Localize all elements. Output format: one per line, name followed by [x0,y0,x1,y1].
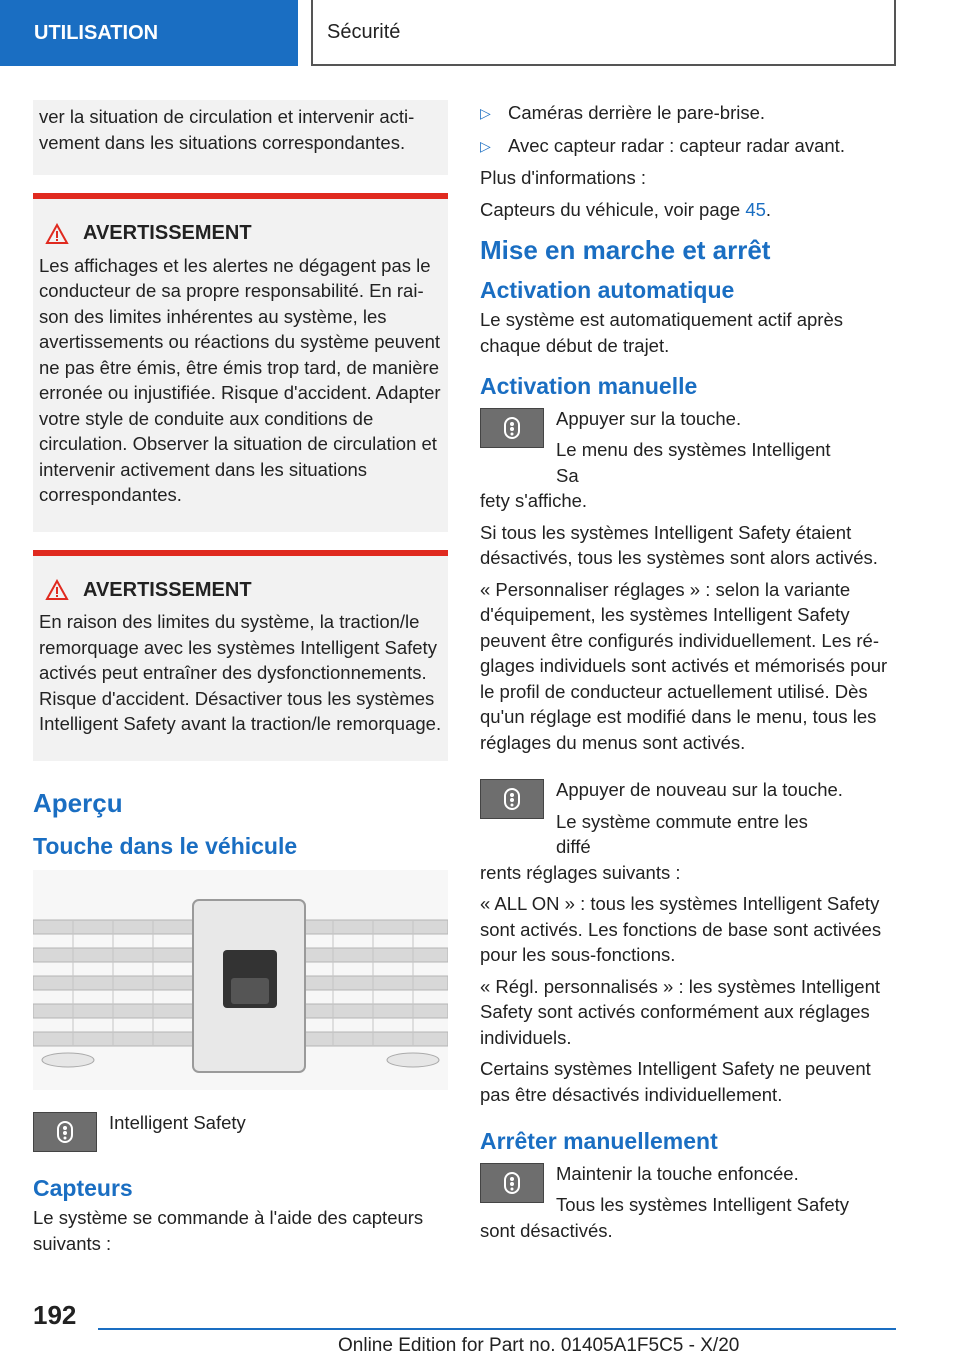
activation-auto-text: Le système est automatiquement actif après chaque début de trajet. [480,309,843,356]
edition-text: Online Edition for Part no. 01405A1F5C5 - X/20 [338,1335,740,1356]
intelligent-safety-icon [480,408,544,448]
menu-text-cont: fety s'affiche. [480,490,588,511]
warning-box-2 [33,550,448,761]
press-text-1: Appuyer sur la touche. [556,407,742,429]
para-2: « Personnaliser réglages » : selon la variante d'équipement, les systèmes Intelligent Safety peuvent être configurés individuellement. Les réglages individuels sont activés et mémorisés pour le profil de conducteur actuellement utilisé. Dès qu'un réglage est modifié dans le menu, tous les réglages du menus sont activés. [480,578,888,753]
right-column [480,100,895,1249]
chapter-tab[interactable] [0,0,298,66]
intro-box [33,100,448,175]
vehicle-button-photo [33,870,448,1090]
section-label: Sécurité [327,20,401,43]
capteurs-text: Le système se commande à l'aide des capteurs suivants : [33,1207,424,1254]
activation-manuelle-heading: Activation manuelle [480,373,698,399]
commute-text-cont: rents réglages suivants : [480,861,681,883]
warning-text-1: Les affichages et les alertes ne dégagent pas le conducteur de sa propre responsabilité. En raison des limites inhérentes au système, les avertissements ou réactions du système peuvent ne pas être émis, être émis trop tard, de manière erronée ou injustifiée. Risque d'accident. Adapter votre style de conduite aux conditions de circulation. Observer la situation de circulation et intervenir activement dans les situations correspondantes. [39,254,441,505]
capteurs-reference: Capteurs du véhicule, voir page 45. [480,198,772,220]
intelligent-safety-icon [480,779,544,819]
intelligent-safety-legend [33,1110,448,1152]
tous-text: Tous les systèmes Intelligent Safety [556,1194,850,1215]
arret-heading: Arrêter manuellement [480,1128,718,1154]
section-header [311,0,896,66]
intro-text: ver la situation de circulation et intervenir activement dans les situations correspondantes. [39,106,415,153]
list-item: ▷ Caméras derrière le pare-brise. [480,100,895,127]
intelligent-safety-label: Intelligent Safety [109,1111,246,1133]
press-text-2: Appuyer de nouveau sur la touche. [556,779,843,800]
apercu-heading: Aperçu [33,787,123,818]
page-number: 192 [33,1300,77,1330]
certains-text: Certains systèmes Intelligent Safety ne peuvent pas être désactivés individuellement. [480,1058,871,1105]
maintenir-text: Maintenir la touche enfoncée. [556,1162,799,1184]
triangle-bullet-icon: ▷ [480,137,491,154]
mise-en-marche-heading: Mise en marche et arrêt [480,235,771,265]
left-column [33,100,448,1262]
press-row-3 [480,1161,895,1218]
capteurs-heading: Capteurs [33,1174,133,1201]
intelligent-safety-icon [33,1112,97,1152]
warning-title-2: AVERTISSEMENT [39,578,442,604]
press-row-1 [480,406,895,489]
commute-text: Le système commute entre les diffé [556,810,808,857]
warning-title-1: AVERTISSEMENT [39,221,442,247]
footer-divider [98,1328,896,1330]
triangle-bullet-icon: ▷ [480,105,491,121]
page-link[interactable]: 45 [745,198,766,220]
warning-text-2: En raison des limites du système, la traction/le remorquage avec les systèmes Intelligent Safety activés peut entraîner des dysfonctionnements. Risque d'accident. Désactiver tous les systèmes Intelligent Safety avant la traction/le remorquage. [39,611,442,734]
allon-text: « ALL ON » : tous les systèmes Intelligent Safety sont activés. Les fonctions de base sont activées pour les sous-fonctions. [480,893,882,965]
plus-info-text: Plus d'informations : [480,167,646,188]
list-item: ▷ Avec capteur radar : capteur radar avant. [480,133,895,160]
para-1: Si tous les systèmes Intelligent Safety étaient désactivés, tous les systèmes sont alors activés. [480,521,878,568]
press-row-2 [480,777,895,860]
warning-triangle-icon [45,579,69,601]
warning-triangle-icon [45,223,69,245]
activation-auto-heading: Activation automatique [480,276,735,303]
chapter-label: UTILISATION [34,21,159,44]
intelligent-safety-icon [480,1163,544,1203]
tous-text-cont: sont désactivés. [480,1219,613,1241]
regl-text: « Régl. personnalisés » : les systèmes Intelligent Safety sont activés conformément aux réglages individuels. [480,975,881,1048]
menu-text: Le menu des systèmes Intelligent Sa [556,439,831,486]
warning-box-1 [33,193,448,532]
touche-heading: Touche dans le véhicule [33,833,298,859]
